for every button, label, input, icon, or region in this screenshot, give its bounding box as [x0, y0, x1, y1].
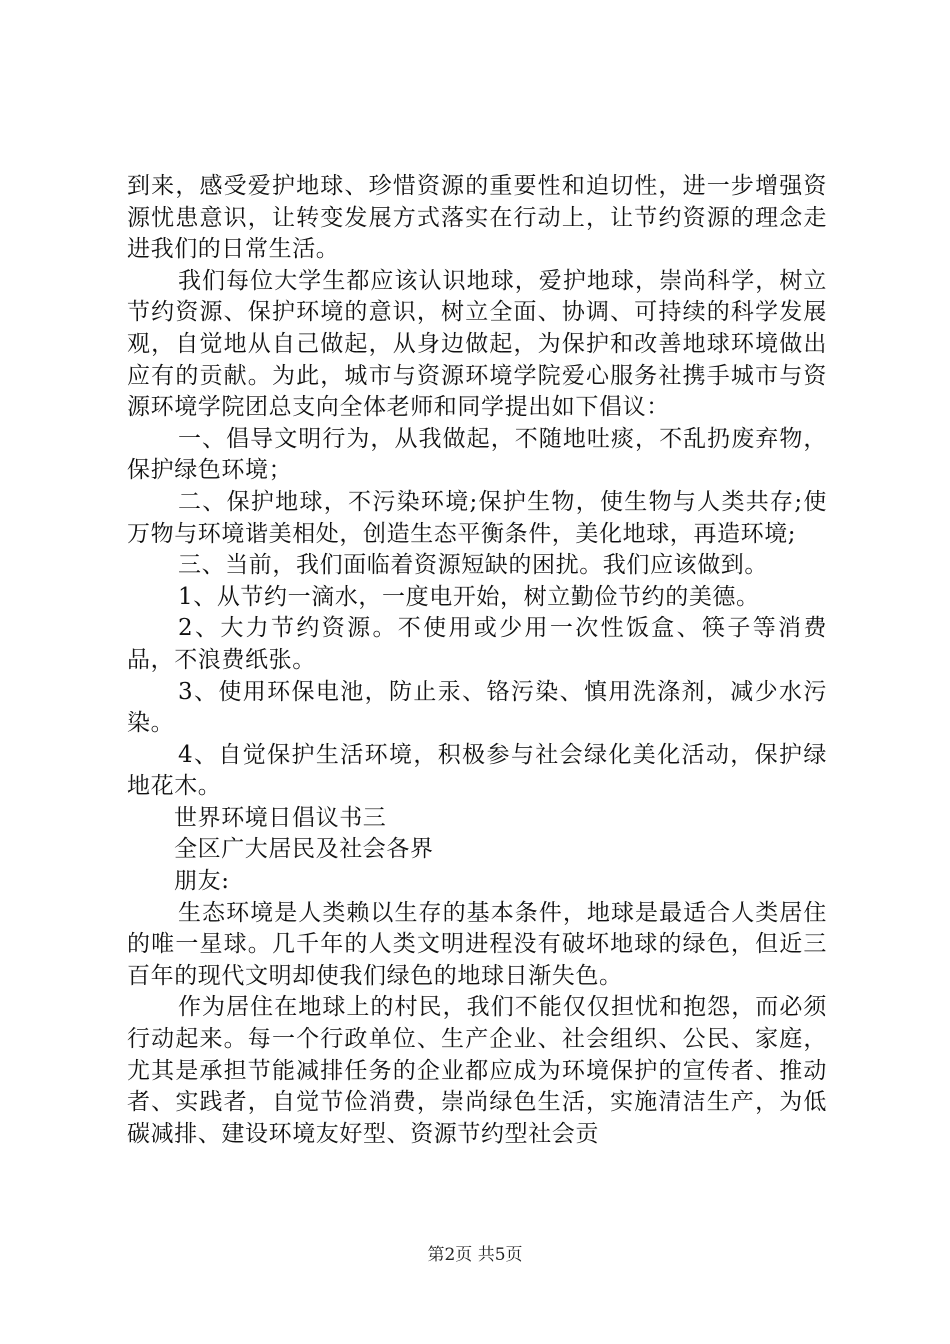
sub-item-1: 1、从节约一滴水，一度电开始，树立勤俭节约的美德。 [178, 583, 760, 610]
paragraph-action: 作为居住在地球上的村民，我们不能仅仅担忧和抱怨，而必须行动起来。每一个行政单位、生产企业、社会组织、公民、家庭，尤其是承担节能减排任务的企业都应成为环境保护的宣传者、推动者、实践者，自觉节俭消费，崇尚绿色生活，实施清洁生产，为低碳减排、建设环境友好型、资源节约型社会贡 [127, 994, 827, 1147]
proposal-item-2: 二、保护地球，不污染环境;保护生物，使生物与人类共存;使万物与环境谐美相处，创造生态平衡条件，美化地球，再造环境; [127, 488, 827, 547]
paragraph-student-appeal: 我们每位大学生都应该认识地球，爱护地球，崇尚科学，树立节约资源、保护环境的意识，树立全面、协调、可持续的科学发展观，自觉地从自己做起，从身边做起，为保护和改善地球环境做出应有的贡献。为此，城市与资源环境学院爱心服务社携手城市与资源环境学院团总支向全体老师和同学提出如下倡议： [127, 267, 827, 421]
sub-item-2: 2、大力节约资源。不使用或少用一次性饭盒、筷子等消费品，不浪费纸张。 [127, 615, 827, 673]
sub-item-4: 4、自觉保护生活环境，积极参与社会绿化美化活动，保护绿地花木。 [127, 741, 827, 800]
paragraph-continuation: 到来，感受爱护地球、珍惜资源的重要性和迫切性，进一步增强资源忧患意识，让转变发展方式落实在行动上，让节约资源的理念走进我们的日常生活。 [127, 173, 827, 263]
sub-item-3: 3、使用环保电池，防止汞、铬污染、慎用洗涤剂，减少水污染。 [127, 678, 827, 737]
page-number-footer: 第2页 共5页 [427, 1245, 523, 1265]
proposal-item-1: 一、倡导文明行为，从我做起，不随地吐痰，不乱扔废弃物，保护绿色环境； [127, 425, 827, 484]
proposal-item-3: 三、当前，我们面临着资源短缺的困扰。我们应该做到。 [178, 552, 768, 579]
salutation-friends: 朋友: [174, 868, 230, 895]
salutation-line: 全区广大居民及社会各界 [174, 836, 434, 863]
paragraph-ecology: 生态环境是人类赖以生存的基本条件，地球是最适合人类居住的唯一星球。几千年的人类文明进程没有破坏地球的绿色，但近三百年的现代文明却使我们绿色的地球日渐失色。 [127, 899, 827, 989]
section-heading: 世界环境日倡议书三 [174, 804, 387, 831]
document-body [127, 171, 827, 1150]
